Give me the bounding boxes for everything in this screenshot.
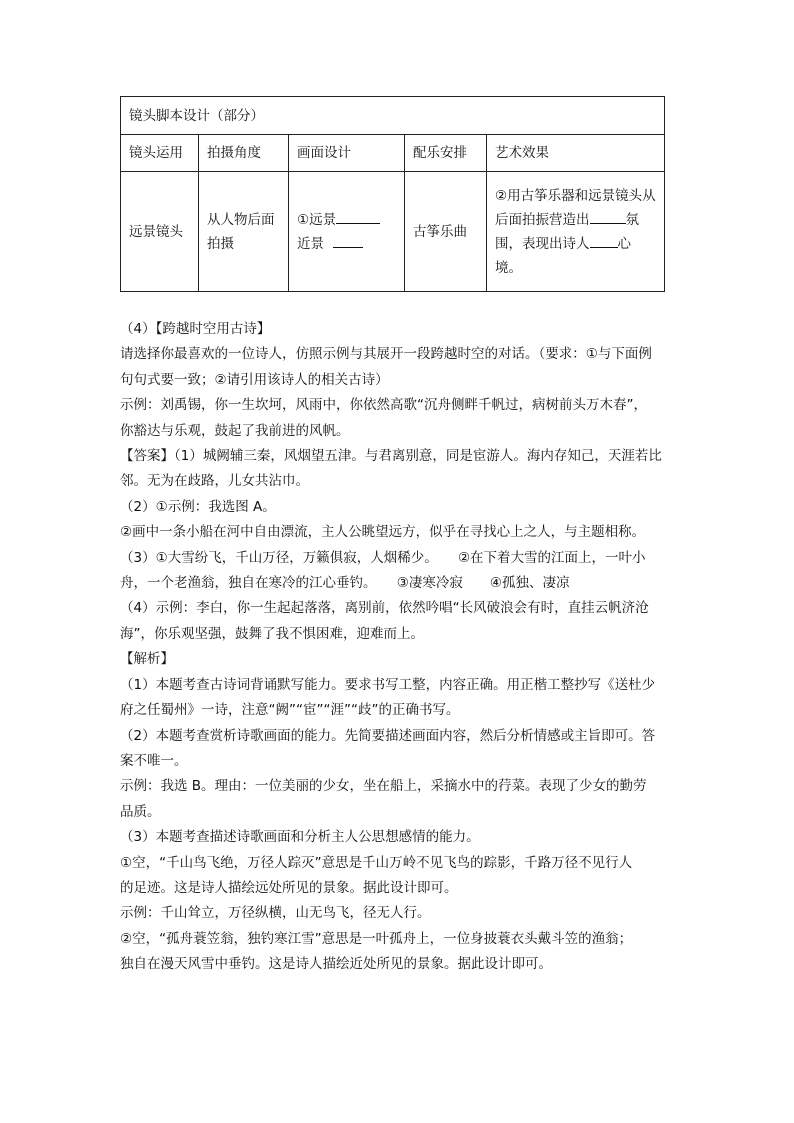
- text-line: ②空，“孤舟蓑笠翁，独钓寒江雪”意思是一叶孤舟上，一位身披蓑衣头戴斗笠的渔翁；: [120, 930, 633, 947]
- text-line: （4）示例：李白，你一生起起落落，离别前，依然吟唱“长风破浪会有时，直挂云帆济沧: [120, 600, 649, 617]
- header-angle: 拍摄角度: [199, 135, 289, 172]
- design-near-blank: [333, 233, 363, 248]
- text-line: （2）本题考查赏析诗歌画面的能力。先简要描述画面内容，然后分析情感或主旨即可。答: [120, 727, 656, 744]
- cell-design: [289, 172, 405, 292]
- text-line: 案不唯一。: [120, 752, 188, 769]
- cell-music: 古筝乐曲: [405, 172, 487, 292]
- text-line: （3）本题考查描述诗歌画面和分析主人公思想感情的能力。: [120, 829, 480, 846]
- header-effect: 艺术效果: [487, 135, 665, 172]
- design-far-label: ①远景: [297, 211, 337, 228]
- effect-blank-1: [590, 209, 626, 224]
- text-line: （1）本题考查古诗词背诵默写能力。要求书写工整，内容正确。用正楷工整抄写《送杜少: [120, 676, 656, 693]
- text-line: 你豁达与乐观，鼓起了我前进的风帆。: [120, 422, 350, 439]
- effect-text-2: 氛围，表现出诗人: [495, 211, 639, 252]
- header-shot: 镜头运用: [121, 135, 199, 172]
- design-far-blank: [336, 209, 380, 224]
- table-title: 镜头脚本设计（部分）: [121, 97, 665, 135]
- text-line: 示例：我选 B。理由：一位美丽的少女，坐在船上，采摘水中的荇菜。表现了少女的勤劳: [120, 778, 647, 795]
- text-line: 独自在漫天风雪中垂钓。这是诗人描绘近处所见的景象。据此设计即可。: [120, 956, 552, 973]
- text-line: 【解析】: [120, 651, 174, 668]
- text-line: 邻。无为在歧路，儿女共沾巾。: [120, 473, 309, 490]
- table-row: [121, 172, 665, 292]
- text-line: ①空，“千山鸟飞绝，万径人踪灭”意思是千山万岭不见飞鸟的踪影，千路万径不见行人: [120, 854, 633, 871]
- header-music: 配乐安排: [405, 135, 487, 172]
- effect-text-1: ②用古筝乐器和远景镜头从后面拍振营造出: [495, 187, 656, 228]
- shot-script-table: [120, 96, 665, 292]
- text-line: 示例：刘禹锡，你一生坎坷，风雨中，你依然高歌“沉舟侧畔千帆过，病树前头万木春”，: [120, 397, 647, 414]
- text-line: 品质。: [120, 803, 161, 820]
- text-line: 句句式要一致；②请引用该诗人的相关古诗）: [120, 371, 389, 388]
- text-line: 示例：千山耸立，万径纵横，山无鸟飞，径无人行。: [120, 905, 431, 922]
- text-line: 【答案】（1）城阙辅三秦，风烟望五津。与君离别意，同是宦游人。海内存知己，天涯若比: [120, 448, 662, 465]
- table-header-row: [121, 135, 665, 172]
- cell-effect: [487, 172, 665, 292]
- text-line: 的足迹。这是诗人描绘远处所见的景象。据此设计即可。: [120, 879, 458, 896]
- text-line: 海”，你乐观坚强，鼓舞了我不惧困难，迎难而上。: [120, 625, 424, 642]
- text-line: 请选择你最喜欢的一位诗人，仿照示例与其展开一段跨越时空的对话。（要求：①与下面例: [120, 346, 652, 363]
- text-line: （4）【跨越时空用古诗】: [120, 321, 271, 337]
- cell-shot: 远景镜头: [121, 172, 199, 292]
- text-line: 府之任蜀州》一诗，注意“阙”“宦”“涯”“歧”的正确书写。: [120, 702, 460, 719]
- effect-text-3: 心境。: [495, 235, 631, 276]
- header-design: 画面设计: [289, 135, 405, 172]
- cell-angle: 从人物后面拍摄: [199, 172, 289, 292]
- effect-blank-2: [590, 233, 618, 248]
- text-line: 舟，一个老渔翁，独自在寒冷的江心垂钓。 ③凄寒冷寂 ④孤独、凄凉: [120, 575, 570, 592]
- answer-content: [120, 317, 680, 978]
- text-line: （2）①示例：我选图 A。: [120, 498, 276, 515]
- text-line: ②画中一条小船在河中自由漂流，主人公眺望远方，似乎在寻找心上之人，与主题相称。: [120, 524, 646, 541]
- text-line: （3）①大雪纷飞，千山万径，万籁俱寂，人烟稀少。 ②在下着大雪的江面上，一叶小: [120, 549, 646, 566]
- design-near-label: 近景: [297, 235, 324, 252]
